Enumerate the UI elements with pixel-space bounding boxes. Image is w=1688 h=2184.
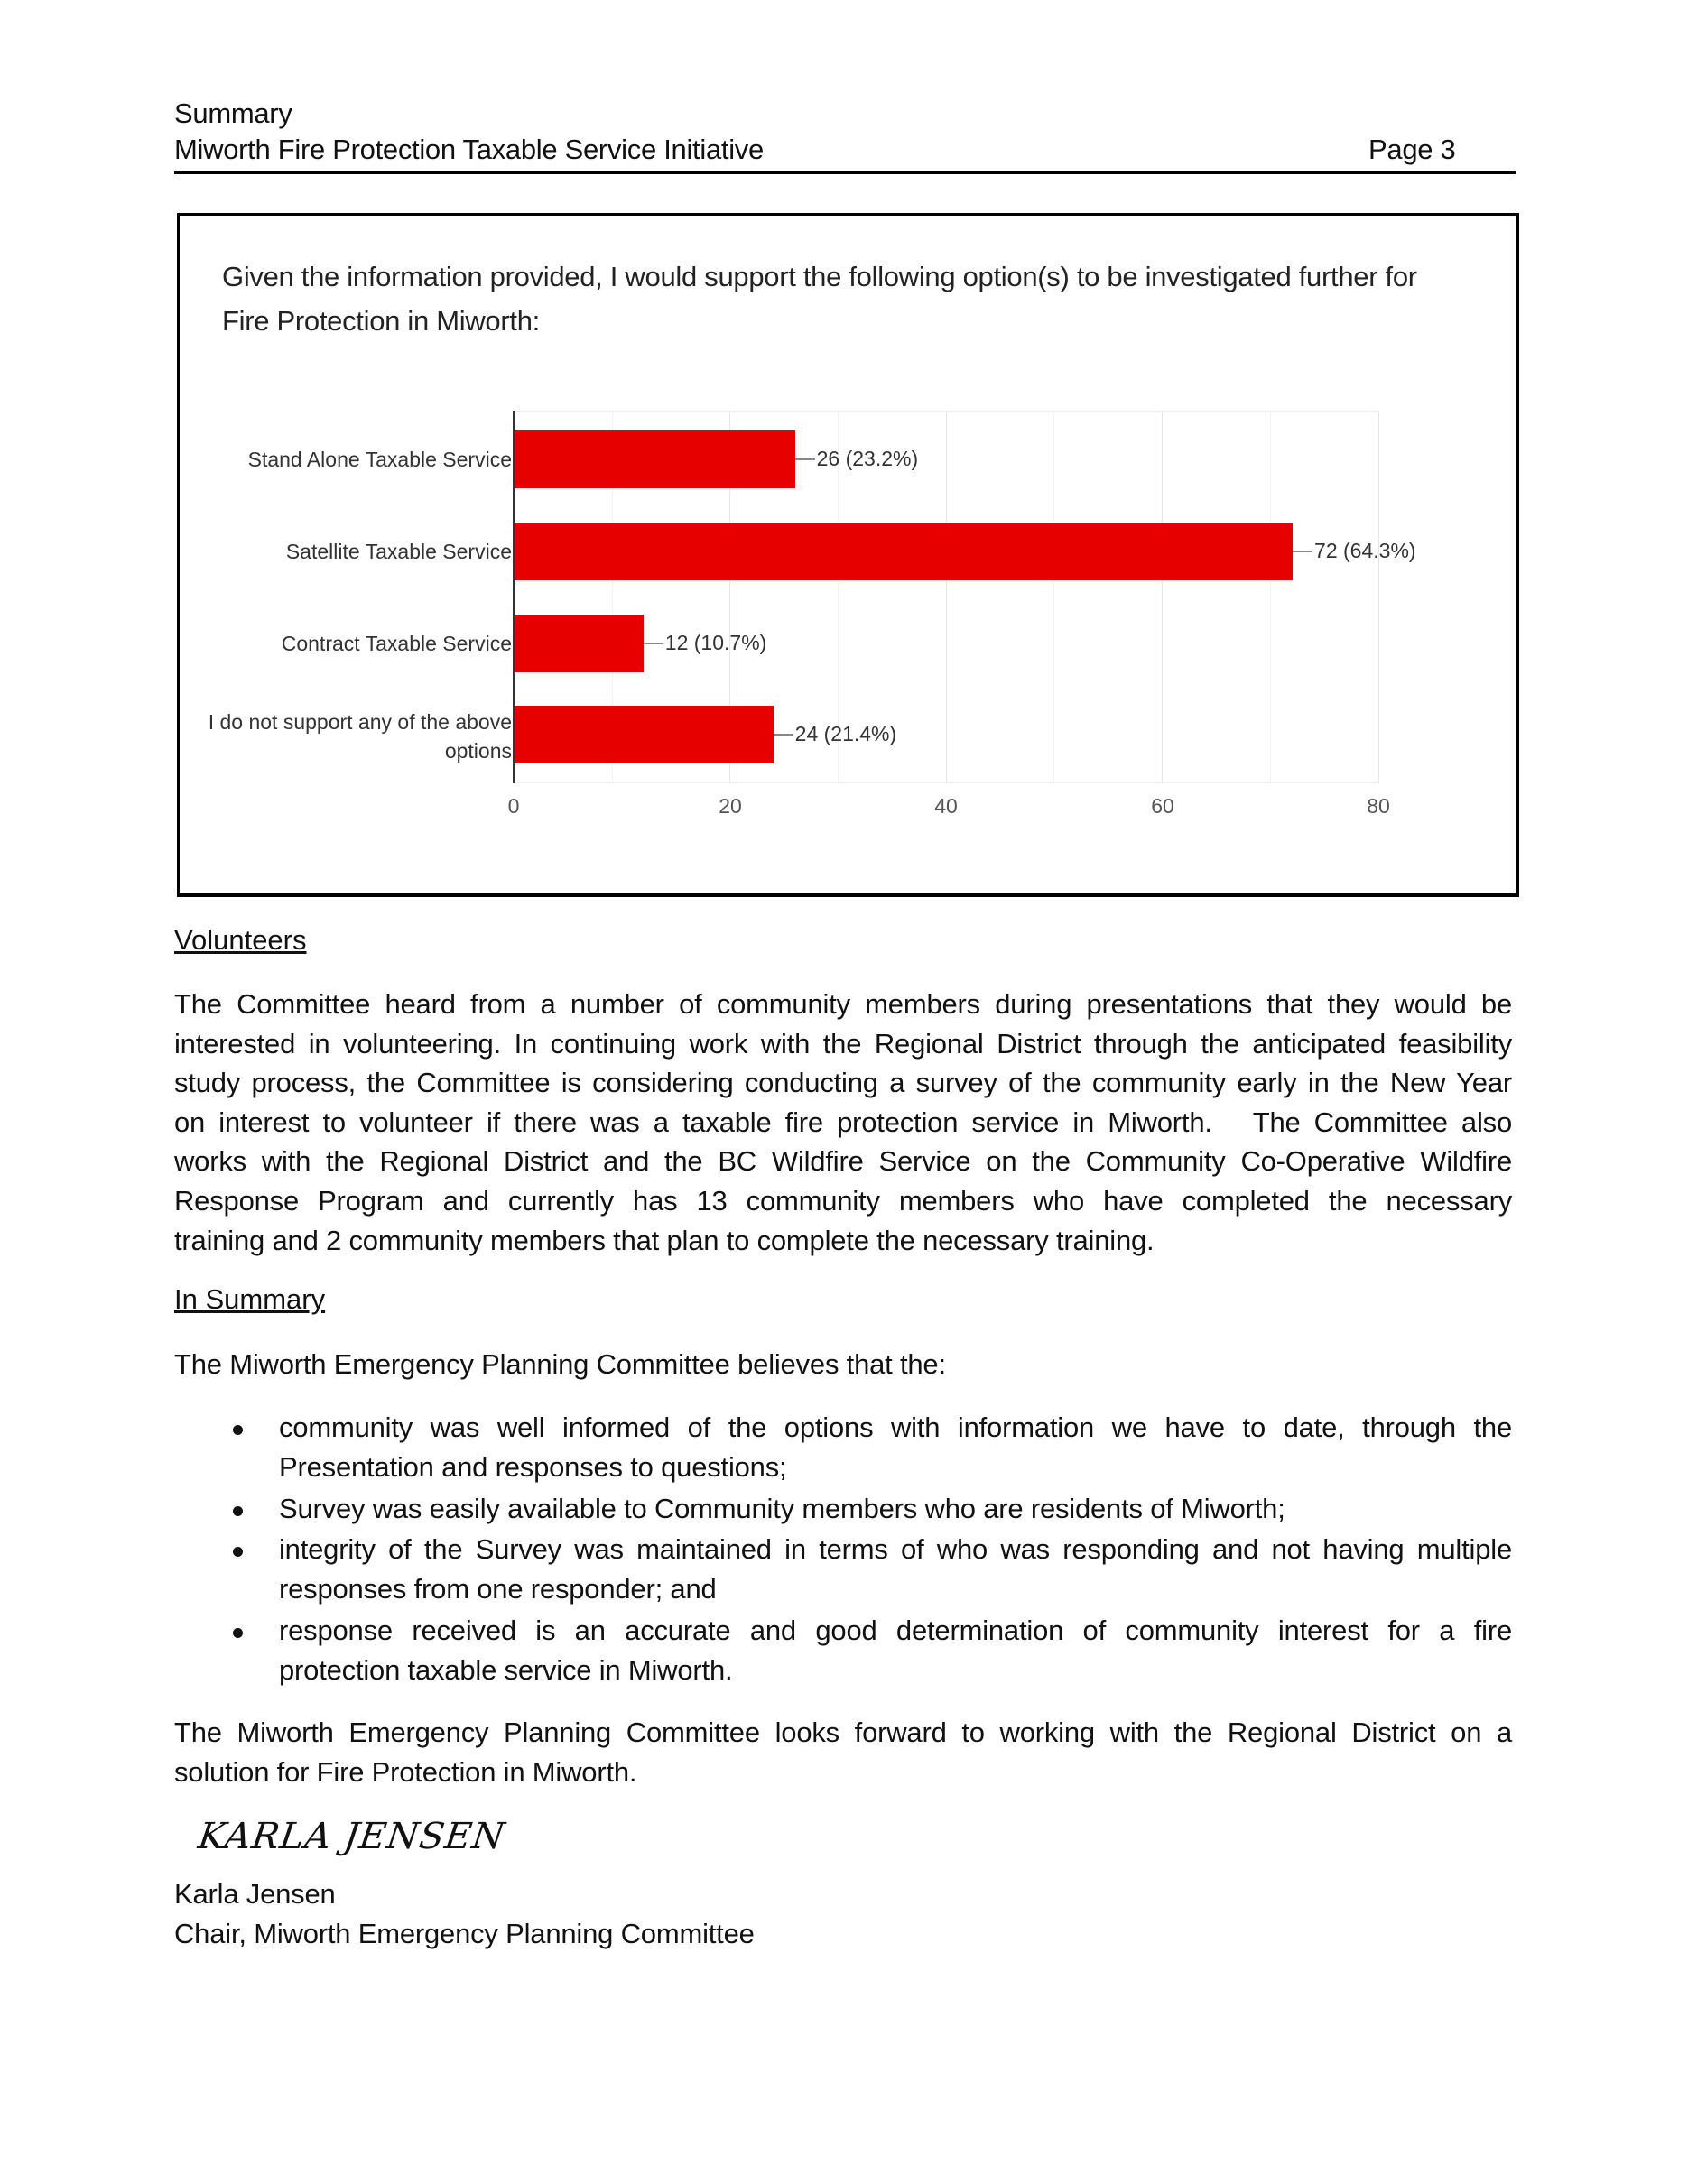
- data-label-leader: [644, 643, 663, 644]
- bullet-line: community was well informed of the options with information we have to date, through the: [279, 1411, 1512, 1443]
- bullet-icon: [233, 1547, 243, 1557]
- bullet-item: [279, 1489, 1512, 1529]
- gridline-minor: [1053, 411, 1054, 783]
- gridline-80: [1378, 411, 1379, 783]
- category-label-no-support: [209, 708, 512, 765]
- data-label-leader: [1293, 551, 1312, 552]
- gridline-60: [1162, 411, 1163, 783]
- bullet-icon: [233, 1506, 243, 1516]
- summary-heading: In Summary: [174, 1283, 326, 1315]
- paragraph-line: The Miworth Emergency Planning Committee looks forward to working with the Regional District on a: [174, 1717, 1512, 1748]
- paragraph-line: on interest to volunteer if there was a taxable fire protection service in Miworth. The Committee also: [174, 1106, 1512, 1138]
- bullet-line: responses from one responder; and: [279, 1572, 717, 1605]
- closing-paragraph: [174, 1713, 1512, 1791]
- volunteers-heading: Volunteers: [174, 924, 307, 956]
- category-label-stand-alone: Stand Alone Taxable Service: [247, 448, 512, 471]
- bullet-line: protection taxable service in Miworth.: [279, 1653, 733, 1686]
- bar-chart-plot: [513, 411, 1416, 783]
- paragraph-line: Response Program and currently has 13 community members who have completed the necessary: [174, 1184, 1512, 1217]
- bar-no-support: [514, 706, 774, 763]
- paragraph-line: solution for Fire Protection in Miworth.: [174, 1755, 637, 1788]
- x-tick-20: 20: [719, 794, 742, 818]
- y-axis-line: [513, 411, 515, 783]
- paragraph-line: study process, the Committee is considering conducting a survey of the community early in the New Year: [174, 1067, 1512, 1099]
- paragraph-line: training and 2 community members that plan to complete the necessary training.: [174, 1224, 1155, 1256]
- bullet-item: [279, 1530, 1512, 1608]
- x-tick-0: 0: [507, 794, 520, 818]
- bullet-icon: [233, 1628, 243, 1638]
- gridline-minor: [1270, 411, 1271, 783]
- x-tick-40: 40: [934, 794, 958, 818]
- x-tick-60: 60: [1151, 794, 1174, 818]
- x-tick-80: 80: [1367, 794, 1390, 818]
- data-label-leader: [774, 734, 793, 736]
- data-label-no-support: 24 (21.4%): [794, 722, 897, 745]
- signer-title: Chair, Miworth Emergency Planning Committee: [174, 1918, 755, 1949]
- signature: KARLA JENSEN: [195, 1816, 508, 1857]
- page-number: Page 3: [1368, 134, 1456, 165]
- data-label-stand-alone: 26 (23.2%): [816, 447, 919, 470]
- paragraph-line: The Committee heard from a number of community members during presentations that they would be: [174, 988, 1512, 1020]
- signer-name: Karla Jensen: [174, 1878, 336, 1910]
- data-label-satellite: 72 (64.3%): [1314, 539, 1416, 562]
- bar-satellite: [514, 523, 1293, 580]
- category-label-line: options: [444, 739, 512, 763]
- category-label-satellite: Satellite Taxable Service: [285, 540, 512, 563]
- bar-stand-alone: [514, 430, 795, 488]
- bullet-line: integrity of the Survey was maintained in terms of who was responding and not having multiple: [279, 1533, 1512, 1565]
- paragraph-line: interested in volunteering. In continuing work with the Regional District through the anticipated feasibility: [174, 1027, 1512, 1060]
- category-label-line: I do not support any of the above: [208, 710, 512, 734]
- bullet-icon: [233, 1425, 243, 1435]
- bullet-item: [279, 1408, 1512, 1486]
- bullet-line: Presentation and responses to questions;: [279, 1450, 787, 1483]
- bar-contract: [514, 615, 644, 672]
- bullet-item: [279, 1611, 1512, 1689]
- bullet-line: Survey was easily available to Community members who are residents of Miworth;: [279, 1493, 1285, 1524]
- header-section: Summary: [174, 97, 292, 129]
- document-title: Miworth Fire Protection Taxable Service Initiative: [174, 134, 764, 165]
- bullet-line: response received is an accurate and good determination of community interest for a fire: [279, 1615, 1512, 1646]
- gridline-40: [946, 411, 947, 783]
- category-label-contract: Contract Taxable Service: [281, 632, 512, 655]
- header-rule: [174, 171, 1516, 174]
- chart-title: [222, 254, 1495, 343]
- chart-title-line: Fire Protection in Miworth:: [222, 305, 540, 337]
- data-label-contract: 12 (10.7%): [664, 631, 767, 654]
- summary-intro: The Miworth Emergency Planning Committee believes that the:: [174, 1348, 946, 1380]
- paragraph-line: works with the Regional District and the BC Wildfire Service on the Community Co-Operative Wildfire: [174, 1145, 1512, 1178]
- data-label-leader: [795, 458, 815, 460]
- volunteers-paragraph: [174, 985, 1512, 1260]
- chart-title-line: Given the information provided, I would support the following option(s) to be investigated further for: [222, 261, 1417, 292]
